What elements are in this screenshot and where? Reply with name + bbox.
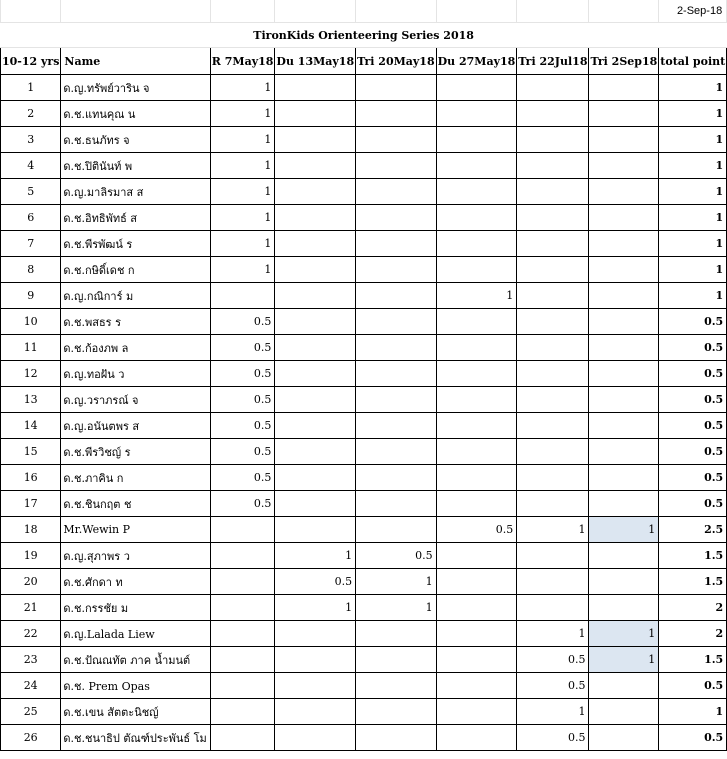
score-tri-2sep18[interactable] [589,465,659,491]
score-du-27may18[interactable] [436,413,517,439]
rank-cell[interactable]: 25 [1,699,61,725]
table-row [1,153,727,179]
score-r-7may18[interactable]: 0.5 [210,413,275,439]
score-r-7may18[interactable]: 1 [210,257,275,283]
score-tri-2sep18[interactable] [589,231,659,257]
name-cell[interactable]: ด.ช.อิทธิพัทธ์ ส [61,205,210,231]
total-point-cell[interactable]: 1.5 [659,647,727,673]
score-r-7may18[interactable]: 0.5 [210,361,275,387]
score-tri-20may18[interactable] [356,101,437,127]
score-du-13may18[interactable] [275,517,356,543]
score-tri-22jul18[interactable]: 0.5 [517,647,589,673]
table-row [1,725,727,751]
score-du-13may18[interactable] [275,387,356,413]
score-du-13may18[interactable] [275,465,356,491]
cell[interactable] [589,0,659,23]
name-cell[interactable]: ด.ช.พีรวิชญ์ ร [61,439,210,465]
table-row [1,387,727,413]
score-tri-20may18[interactable] [356,309,437,335]
cell[interactable] [210,0,275,23]
name-cell[interactable]: ด.ช.ธนภัทร จ [61,127,210,153]
score-r-7may18[interactable]: 1 [210,179,275,205]
score-r-7may18[interactable]: 1 [210,101,275,127]
table-row [1,491,727,517]
score-tri-2sep18[interactable] [589,387,659,413]
total-point-cell[interactable]: 0.5 [659,387,727,413]
header-r-7may18[interactable]: R 7May18 [210,48,275,75]
name-cell[interactable]: Mr.Wewin P [61,517,210,543]
score-du-27may18[interactable] [436,725,517,751]
score-du-13may18[interactable] [275,231,356,257]
score-tri-22jul18[interactable] [517,569,589,595]
score-tri-2sep18[interactable] [589,699,659,725]
score-tri-2sep18[interactable] [589,179,659,205]
name-cell[interactable]: ด.ญ.สุภาพร ว [61,543,210,569]
score-tri-20may18[interactable]: 1 [356,569,437,595]
table-row [1,127,727,153]
score-tri-2sep18[interactable]: 1 [589,647,659,673]
name-cell[interactable]: ด.ช.ภาคิน ก [61,465,210,491]
score-tri-20may18[interactable] [356,673,437,699]
rank-cell[interactable]: 21 [1,595,61,621]
score-du-27may18[interactable] [436,595,517,621]
score-tri-2sep18[interactable] [589,361,659,387]
score-tri-20may18[interactable] [356,439,437,465]
table-row [1,335,727,361]
score-tri-22jul18[interactable] [517,205,589,231]
score-du-27may18[interactable] [436,361,517,387]
rank-cell[interactable]: 1 [1,75,61,101]
name-cell[interactable]: ด.ช. Prem Opas [61,673,210,699]
score-r-7may18[interactable] [210,725,275,751]
rank-cell[interactable]: 4 [1,153,61,179]
score-du-13may18[interactable] [275,127,356,153]
cell[interactable] [1,0,61,23]
rank-cell[interactable]: 18 [1,517,61,543]
score-du-27may18[interactable] [436,75,517,101]
header-du-13may18[interactable]: Du 13May18 [275,48,356,75]
total-point-cell[interactable]: 1 [659,101,727,127]
score-tri-2sep18[interactable] [589,725,659,751]
score-tri-22jul18[interactable] [517,101,589,127]
table-row [1,413,727,439]
rank-cell[interactable]: 9 [1,283,61,309]
score-tri-2sep18[interactable] [589,205,659,231]
table-row [1,699,727,725]
score-du-27may18[interactable] [436,309,517,335]
table-row [1,621,727,647]
total-point-cell[interactable]: 0.5 [659,309,727,335]
cell[interactable] [275,0,356,23]
name-cell[interactable]: ด.ญ.ทรัพย์วาริน จ [61,75,210,101]
score-tri-2sep18[interactable] [589,309,659,335]
score-tri-20may18[interactable] [356,127,437,153]
rank-cell[interactable]: 3 [1,127,61,153]
name-cell[interactable]: ด.ช.ก้องภพ ล [61,335,210,361]
header-tri-22jul18[interactable]: Tri 22Jul18 [517,48,589,75]
rank-cell[interactable]: 17 [1,491,61,517]
score-r-7may18[interactable] [210,283,275,309]
score-tri-20may18[interactable] [356,647,437,673]
name-cell[interactable]: ด.ช.ศักดา ท [61,569,210,595]
score-tri-20may18[interactable] [356,257,437,283]
header-tri-20may18[interactable]: Tri 20May18 [356,48,437,75]
score-du-27may18[interactable] [436,647,517,673]
score-du-27may18[interactable] [436,231,517,257]
name-cell[interactable]: ด.ญ.ทอฝัน ว [61,361,210,387]
rank-cell[interactable]: 22 [1,621,61,647]
rank-cell[interactable]: 12 [1,361,61,387]
score-du-13may18[interactable] [275,491,356,517]
total-point-cell[interactable]: 0.5 [659,725,727,751]
score-du-27may18[interactable] [436,179,517,205]
score-r-7may18[interactable] [210,673,275,699]
rank-cell[interactable]: 14 [1,413,61,439]
score-tri-22jul18[interactable] [517,361,589,387]
score-tri-20may18[interactable]: 1 [356,595,437,621]
score-tri-20may18[interactable] [356,621,437,647]
header-total-point[interactable]: total point [659,48,727,75]
score-du-27may18[interactable] [436,153,517,179]
score-tri-2sep18[interactable] [589,673,659,699]
score-du-13may18[interactable]: 1 [275,595,356,621]
score-du-27may18[interactable] [436,699,517,725]
score-r-7may18[interactable]: 1 [210,205,275,231]
table-row [1,569,727,595]
header-row [1,48,727,75]
rank-cell[interactable]: 16 [1,465,61,491]
score-du-27may18[interactable] [436,673,517,699]
name-cell[interactable]: ด.ช.ชินกฤต ช [61,491,210,517]
score-tri-2sep18[interactable] [589,257,659,283]
score-tri-22jul18[interactable] [517,491,589,517]
score-du-27may18[interactable] [436,621,517,647]
name-cell[interactable]: ด.ช.ปัณณทัต ภาค น้ำมนต์ [61,647,210,673]
score-du-13may18[interactable] [275,673,356,699]
table-row [1,595,727,621]
table-row [1,257,727,283]
table-row [1,543,727,569]
score-du-27may18[interactable] [436,569,517,595]
score-tri-2sep18[interactable] [589,569,659,595]
score-r-7may18[interactable]: 1 [210,75,275,101]
score-du-13may18[interactable] [275,621,356,647]
total-point-cell[interactable]: 2 [659,595,727,621]
score-tri-2sep18[interactable] [589,283,659,309]
score-r-7may18[interactable]: 0.5 [210,439,275,465]
rank-cell[interactable]: 19 [1,543,61,569]
score-r-7may18[interactable]: 1 [210,153,275,179]
score-tri-22jul18[interactable]: 0.5 [517,673,589,699]
score-tri-22jul18[interactable] [517,75,589,101]
score-tri-2sep18[interactable] [589,75,659,101]
score-du-27may18[interactable] [436,101,517,127]
score-du-27may18[interactable] [436,491,517,517]
name-cell[interactable]: ด.ช.เขน สัตตะนิชญ์ [61,699,210,725]
rank-cell[interactable]: 20 [1,569,61,595]
header-age-group[interactable]: 10-12 yrs [1,48,61,75]
rank-cell[interactable]: 23 [1,647,61,673]
name-cell[interactable]: ด.ช.ชนาธิป ตัณฑ์ประพันธ์ โม [61,725,210,751]
score-du-27may18[interactable] [436,257,517,283]
score-r-7may18[interactable]: 0.5 [210,465,275,491]
table-row [1,101,727,127]
score-r-7may18[interactable] [210,569,275,595]
rank-cell[interactable]: 2 [1,101,61,127]
rank-cell[interactable]: 26 [1,725,61,751]
score-tri-2sep18[interactable]: 1 [589,621,659,647]
sheet-title[interactable]: TironKids Orienteering Series 2018 [1,23,727,48]
score-tri-20may18[interactable] [356,699,437,725]
name-cell[interactable]: ด.ช.แทนคุณ น [61,101,210,127]
score-du-27may18[interactable] [436,465,517,491]
score-tri-22jul18[interactable] [517,387,589,413]
header-tri-2sep18[interactable]: Tri 2Sep18 [589,48,659,75]
title-row [1,23,727,48]
rank-cell[interactable]: 6 [1,205,61,231]
name-cell[interactable]: ด.ช.พสธร ร [61,309,210,335]
score-du-27may18[interactable] [436,439,517,465]
score-tri-22jul18[interactable] [517,231,589,257]
total-point-cell[interactable]: 1 [659,205,727,231]
total-point-cell[interactable]: 1 [659,699,727,725]
score-tri-22jul18[interactable]: 1 [517,699,589,725]
header-du-27may18[interactable]: Du 27May18 [436,48,517,75]
name-cell[interactable]: ด.ช.พีรพัฒน์ ร [61,231,210,257]
score-r-7may18[interactable]: 0.5 [210,335,275,361]
table-row [1,439,727,465]
table-row [1,517,727,543]
score-tri-22jul18[interactable] [517,335,589,361]
score-tri-20may18[interactable] [356,517,437,543]
rank-cell[interactable]: 24 [1,673,61,699]
score-r-7may18[interactable] [210,595,275,621]
score-tri-2sep18[interactable]: 1 [589,517,659,543]
score-tri-2sep18[interactable] [589,491,659,517]
rank-cell[interactable]: 13 [1,387,61,413]
total-point-cell[interactable]: 0.5 [659,673,727,699]
score-du-13may18[interactable] [275,179,356,205]
name-cell[interactable]: ด.ช.กรรชัย ม [61,595,210,621]
score-r-7may18[interactable]: 1 [210,127,275,153]
score-r-7may18[interactable] [210,699,275,725]
score-tri-20may18[interactable] [356,205,437,231]
cell[interactable] [61,0,210,23]
total-point-cell[interactable]: 1 [659,231,727,257]
total-point-cell[interactable]: 2.5 [659,517,727,543]
score-tri-20may18[interactable] [356,179,437,205]
score-tri-20may18[interactable] [356,283,437,309]
score-tri-22jul18[interactable] [517,465,589,491]
rank-cell[interactable]: 5 [1,179,61,205]
score-r-7may18[interactable] [210,647,275,673]
score-du-13may18[interactable] [275,439,356,465]
score-du-13may18[interactable] [275,205,356,231]
score-r-7may18[interactable]: 0.5 [210,387,275,413]
total-point-cell[interactable]: 0.5 [659,335,727,361]
score-du-27may18[interactable] [436,543,517,569]
score-du-27may18[interactable]: 0.5 [436,517,517,543]
cell[interactable] [436,0,517,23]
score-tri-22jul18[interactable]: 1 [517,621,589,647]
total-point-cell[interactable]: 2 [659,621,727,647]
score-du-13may18[interactable] [275,309,356,335]
score-du-27may18[interactable] [436,387,517,413]
name-cell[interactable]: ด.ญ.กณิการ์ ม [61,283,210,309]
score-tri-20may18[interactable] [356,75,437,101]
total-point-cell[interactable]: 1.5 [659,543,727,569]
score-du-13may18[interactable] [275,153,356,179]
score-r-7may18[interactable] [210,517,275,543]
score-du-27may18[interactable] [436,127,517,153]
score-du-13may18[interactable]: 0.5 [275,569,356,595]
rank-cell[interactable]: 15 [1,439,61,465]
score-tri-20may18[interactable] [356,361,437,387]
score-tri-22jul18[interactable]: 0.5 [517,725,589,751]
total-point-cell[interactable]: 1.5 [659,569,727,595]
score-tri-2sep18[interactable] [589,439,659,465]
score-tri-20may18[interactable] [356,725,437,751]
total-point-cell[interactable]: 1 [659,153,727,179]
score-r-7may18[interactable]: 0.5 [210,309,275,335]
score-du-13may18[interactable] [275,725,356,751]
score-du-13may18[interactable] [275,335,356,361]
rank-cell[interactable]: 7 [1,231,61,257]
score-tri-2sep18[interactable] [589,127,659,153]
total-point-cell[interactable]: 0.5 [659,413,727,439]
score-du-13may18[interactable]: 1 [275,543,356,569]
table-row [1,75,727,101]
score-du-13may18[interactable] [275,699,356,725]
name-cell[interactable]: ด.ช.กษิดิ์เดช ก [61,257,210,283]
table-row [1,283,727,309]
score-tri-22jul18[interactable] [517,439,589,465]
top-row [1,0,727,23]
total-point-cell[interactable]: 0.5 [659,465,727,491]
total-point-cell[interactable]: 1 [659,179,727,205]
score-tri-2sep18[interactable] [589,543,659,569]
name-cell[interactable]: ด.ญ.มาลิรมาส ส [61,179,210,205]
table-row [1,231,727,257]
score-tri-20may18[interactable]: 0.5 [356,543,437,569]
score-tri-20may18[interactable] [356,231,437,257]
score-tri-20may18[interactable] [356,387,437,413]
name-cell[interactable]: ด.ช.ปิตินันท์ พ [61,153,210,179]
table-row [1,673,727,699]
score-tri-2sep18[interactable] [589,335,659,361]
total-point-cell[interactable]: 0.5 [659,361,727,387]
score-tri-22jul18[interactable] [517,543,589,569]
table-row [1,465,727,491]
score-tri-22jul18[interactable] [517,595,589,621]
date-cell[interactable]: 2-Sep-18 [659,0,727,23]
score-tri-2sep18[interactable] [589,595,659,621]
score-tri-2sep18[interactable] [589,101,659,127]
table-row [1,309,727,335]
name-cell[interactable]: ด.ญ.Lalada Liew [61,621,210,647]
total-point-cell[interactable]: 1 [659,283,727,309]
total-point-cell[interactable]: 1 [659,257,727,283]
cell[interactable] [356,0,437,23]
rank-cell[interactable]: 10 [1,309,61,335]
table-row [1,361,727,387]
score-tri-2sep18[interactable] [589,153,659,179]
rank-cell[interactable]: 8 [1,257,61,283]
score-du-13may18[interactable] [275,361,356,387]
score-tri-22jul18[interactable]: 1 [517,517,589,543]
name-cell[interactable]: ด.ญ.วราภรณ์ จ [61,387,210,413]
score-du-27may18[interactable]: 1 [436,283,517,309]
score-tri-2sep18[interactable] [589,413,659,439]
score-du-13may18[interactable] [275,413,356,439]
total-point-cell[interactable]: 1 [659,75,727,101]
total-point-cell[interactable]: 0.5 [659,491,727,517]
table-row [1,179,727,205]
cell[interactable] [517,0,589,23]
table-row [1,205,727,231]
score-r-7may18[interactable] [210,543,275,569]
score-r-7may18[interactable] [210,621,275,647]
score-r-7may18[interactable]: 0.5 [210,491,275,517]
score-tri-20may18[interactable] [356,413,437,439]
score-tri-20may18[interactable] [356,465,437,491]
total-point-cell[interactable]: 1 [659,127,727,153]
score-du-13may18[interactable] [275,257,356,283]
name-cell[interactable]: ด.ญ.อนันตพร ส [61,413,210,439]
score-tri-22jul18[interactable] [517,127,589,153]
score-tri-22jul18[interactable] [517,309,589,335]
header-name[interactable]: Name [61,48,210,75]
score-du-27may18[interactable] [436,205,517,231]
score-du-13may18[interactable] [275,75,356,101]
score-tri-22jul18[interactable] [517,153,589,179]
table-row [1,647,727,673]
score-du-13may18[interactable] [275,647,356,673]
rank-cell[interactable]: 11 [1,335,61,361]
score-du-13may18[interactable] [275,283,356,309]
score-tri-22jul18[interactable] [517,283,589,309]
score-tri-22jul18[interactable] [517,179,589,205]
score-tri-20may18[interactable] [356,335,437,361]
score-tri-20may18[interactable] [356,153,437,179]
score-r-7may18[interactable]: 1 [210,231,275,257]
score-tri-22jul18[interactable] [517,257,589,283]
score-du-27may18[interactable] [436,335,517,361]
total-point-cell[interactable]: 0.5 [659,439,727,465]
score-tri-22jul18[interactable] [517,413,589,439]
score-tri-20may18[interactable] [356,491,437,517]
score-du-13may18[interactable] [275,101,356,127]
